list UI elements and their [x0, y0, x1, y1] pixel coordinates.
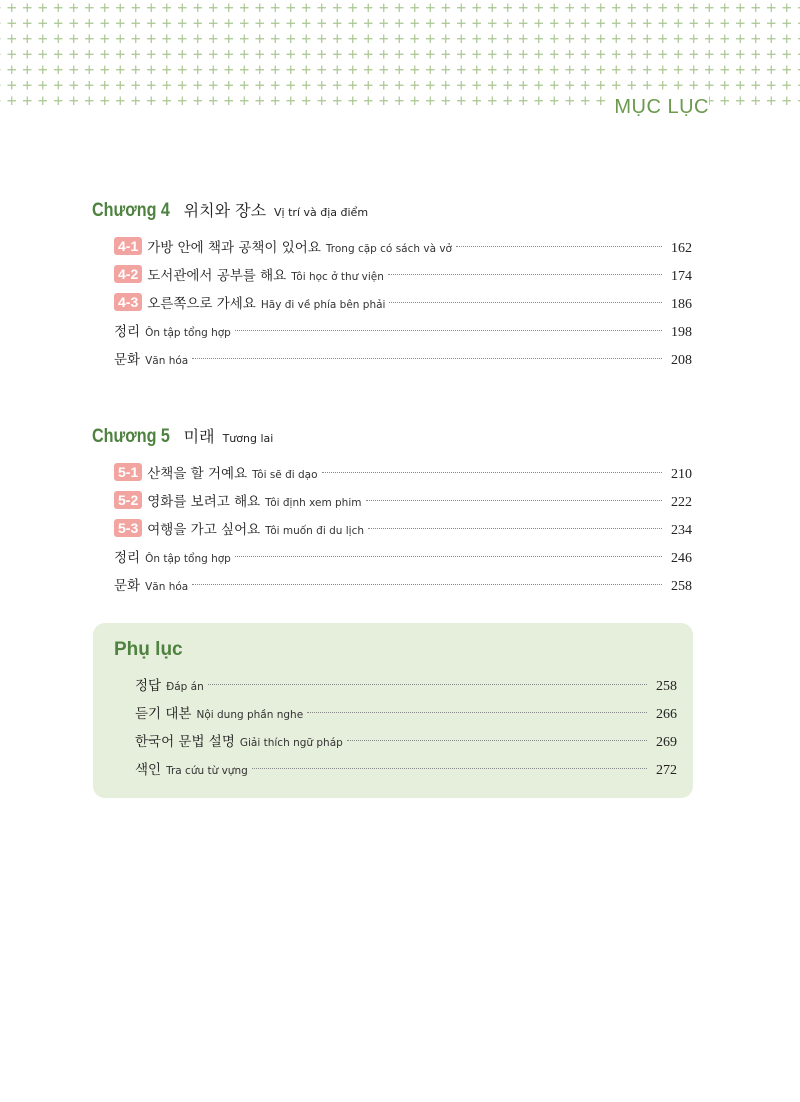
- dotted-leader: [235, 556, 662, 557]
- page-number: 258: [671, 579, 692, 594]
- chapter-viet-title: Tương lai: [222, 432, 274, 445]
- toc-row-culture[interactable]: [114, 346, 692, 374]
- row-viet-title: Văn hóa: [145, 355, 189, 367]
- toc-row-5-2[interactable]: [114, 488, 692, 516]
- row-viet-title: Hãy đi về phía bên phải: [260, 299, 386, 311]
- chapter-5-section: [92, 424, 692, 600]
- page-number: 186: [671, 297, 692, 312]
- page-number: 208: [671, 353, 692, 368]
- row-korean-title: 문화: [114, 578, 141, 594]
- chapter-label: Chương 4: [92, 200, 170, 221]
- row-korean-title: 도서관에서 공부를 해요: [147, 268, 287, 284]
- appendix-title: Phụ lục: [114, 639, 183, 660]
- page-number: 198: [671, 325, 692, 340]
- page-number: 269: [656, 735, 677, 750]
- chapter-title: [92, 198, 692, 222]
- appendix-row-answers[interactable]: [135, 672, 677, 700]
- dotted-leader: [347, 740, 647, 741]
- dotted-leader: [192, 358, 662, 359]
- row-viet-title: Văn hóa: [145, 581, 189, 593]
- page-number: 162: [671, 241, 692, 256]
- dotted-leader: [192, 584, 662, 585]
- appendix-list: [113, 672, 677, 784]
- page-number: 210: [671, 467, 692, 482]
- dotted-leader: [252, 768, 647, 769]
- row-viet-title: Tôi sẽ đi dạo: [252, 469, 318, 481]
- page-number: 272: [656, 763, 677, 778]
- page-number: 234: [671, 523, 692, 538]
- row-viet-title: Trong cặp có sách và vở: [325, 243, 452, 255]
- lesson-badge: 5-3: [114, 519, 142, 537]
- row-korean-title: 문화: [114, 352, 141, 368]
- toc-row-4-1[interactable]: [114, 234, 692, 262]
- page-number: 222: [671, 495, 692, 510]
- lesson-badge: 4-1: [114, 237, 142, 255]
- row-viet-title: Tôi định xem phim: [265, 497, 362, 509]
- row-viet-title: Tôi học ở thư viện: [291, 271, 384, 283]
- chapter-4-section: [92, 198, 692, 374]
- appendix-row-grammar[interactable]: [135, 728, 677, 756]
- toc-row-review[interactable]: [114, 318, 692, 346]
- toc-row-review[interactable]: [114, 544, 692, 572]
- page-number: 258: [656, 679, 677, 694]
- toc-row-5-1[interactable]: [114, 460, 692, 488]
- row-korean-title: 여행을 가고 싶어요: [147, 522, 261, 538]
- appendix-box: [93, 623, 693, 798]
- row-korean-title: 색인: [135, 762, 162, 778]
- dotted-leader: [366, 500, 663, 501]
- row-korean-title: 영화를 보려고 해요: [147, 494, 261, 510]
- row-korean-title: 듣기 대본: [135, 706, 192, 722]
- chapter-viet-title: Vị trí và địa điểm: [274, 206, 369, 219]
- row-korean-title: 한국어 문법 설명: [135, 734, 235, 750]
- dotted-leader: [322, 472, 662, 473]
- toc-row-5-3[interactable]: [114, 516, 692, 544]
- page-number: 246: [671, 551, 692, 566]
- toc-row-4-3[interactable]: [114, 290, 692, 318]
- toc-row-4-2[interactable]: [114, 262, 692, 290]
- row-viet-title: Tra cứu từ vựng: [166, 765, 248, 777]
- lesson-badge: 4-3: [114, 293, 142, 311]
- appendix-row-index[interactable]: [135, 756, 677, 784]
- row-korean-title: 산책을 할 거예요: [147, 466, 248, 482]
- lesson-badge: 5-2: [114, 491, 142, 509]
- dotted-leader: [389, 302, 662, 303]
- appendix-row-listening-script[interactable]: [135, 700, 677, 728]
- dotted-leader: [235, 330, 662, 331]
- row-viet-title: Nội dung phần nghe: [196, 709, 304, 721]
- chapter-korean-title: 미래: [183, 427, 215, 446]
- row-korean-title: 정리: [114, 550, 141, 566]
- chapter-label: Chương 5: [92, 426, 170, 447]
- row-viet-title: Ôn tập tổng hợp: [145, 553, 231, 565]
- page-number: 266: [656, 707, 677, 722]
- page-number: 174: [671, 269, 692, 284]
- dotted-leader: [388, 274, 662, 275]
- row-viet-title: Tôi muốn đi du lịch: [265, 525, 365, 537]
- dotted-leader: [456, 246, 662, 247]
- chapter-title: [92, 424, 692, 448]
- dotted-leader: [208, 684, 647, 685]
- row-viet-title: Ôn tập tổng hợp: [145, 327, 231, 339]
- row-korean-title: 정리: [114, 324, 141, 340]
- row-korean-title: 정답: [135, 678, 162, 694]
- row-viet-title: Đáp án: [166, 681, 204, 693]
- dotted-leader: [307, 712, 647, 713]
- lesson-badge: 5-1: [114, 463, 142, 481]
- row-korean-title: 가방 안에 책과 공책이 있어요: [147, 240, 321, 256]
- row-korean-title: 오른쪽으로 가세요: [147, 296, 256, 312]
- toc-row-culture[interactable]: [114, 572, 692, 600]
- chapter-korean-title: 위치와 장소: [183, 201, 267, 220]
- row-viet-title: Giải thích ngữ pháp: [239, 737, 343, 749]
- dotted-leader: [368, 528, 662, 529]
- lesson-badge: 4-2: [114, 265, 142, 283]
- page-title: MỤC LỤC: [606, 96, 709, 119]
